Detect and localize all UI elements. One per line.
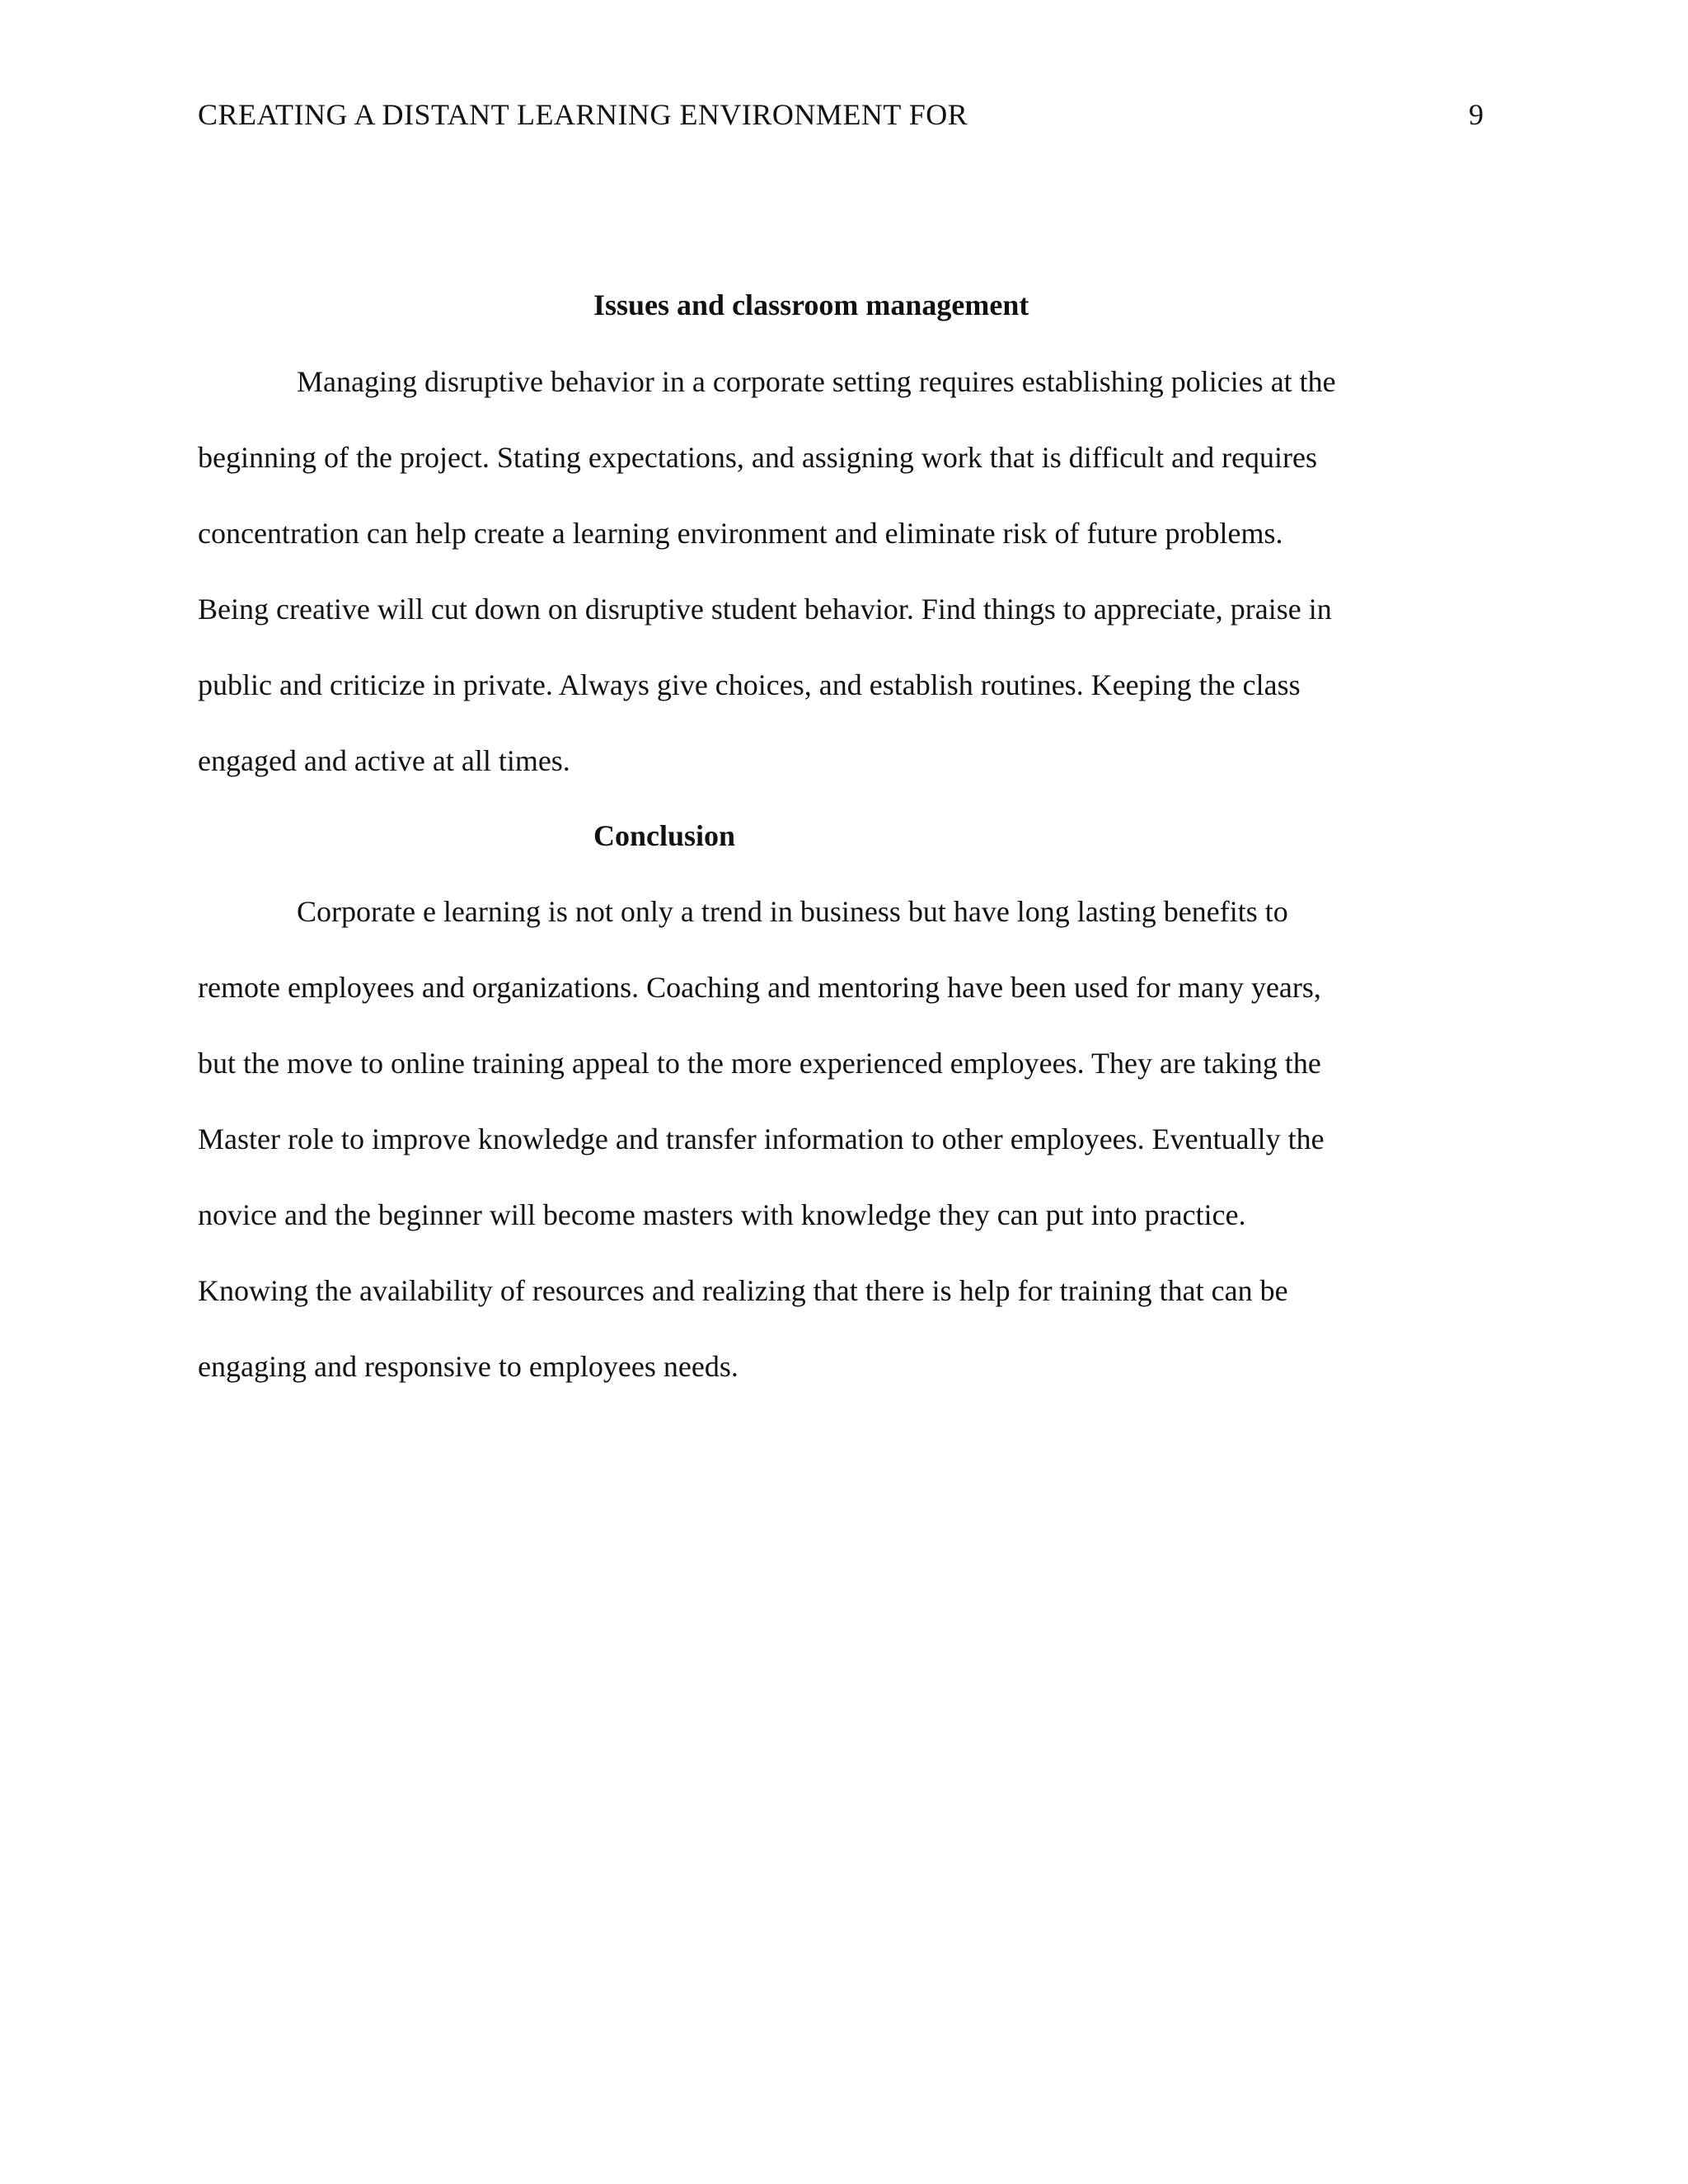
- paragraph-line: public and criticize in private. Always give choices, and establish routines. Keeping the class: [198, 668, 1301, 701]
- paragraph-line: Being creative will cut down on disruptive student behavior. Find things to appreciate, praise in: [198, 593, 1332, 626]
- running-head: CREATING A DISTANT LEARNING ENVIRONMENT FOR: [198, 98, 968, 131]
- paragraph-line: Master role to improve knowledge and transfer information to other employees. Eventually the: [198, 1122, 1325, 1155]
- paragraph-line: Corporate e learning is not only a trend in business but have long lasting benefits to: [297, 895, 1288, 928]
- paragraph-line: engaging and responsive to employees needs.: [198, 1350, 738, 1383]
- paragraph-line: novice and the beginner will become masters with knowledge they can put into practice.: [198, 1198, 1246, 1231]
- section-heading-issues: Issues and classroom management: [593, 288, 1029, 321]
- paragraph-line: but the move to online training appeal to the more experienced employees. They are taking the: [198, 1047, 1321, 1080]
- paragraph-line: beginning of the project. Stating expectations, and assigning work that is difficult and requires: [198, 441, 1318, 474]
- paragraph-line: Knowing the availability of resources and realizing that there is help for training that can be: [198, 1274, 1288, 1307]
- paragraph-line: concentration can help create a learning environment and eliminate risk of future problems.: [198, 517, 1283, 550]
- paragraph-line: remote employees and organizations. Coaching and mentoring have been used for many years,: [198, 971, 1321, 1004]
- page-number: 9: [1469, 98, 1484, 131]
- paragraph-line: engaged and active at all times.: [198, 744, 570, 777]
- section-heading-conclusion: Conclusion: [593, 819, 736, 852]
- paragraph-line: Managing disruptive behavior in a corporate setting requires establishing policies at the: [297, 365, 1336, 398]
